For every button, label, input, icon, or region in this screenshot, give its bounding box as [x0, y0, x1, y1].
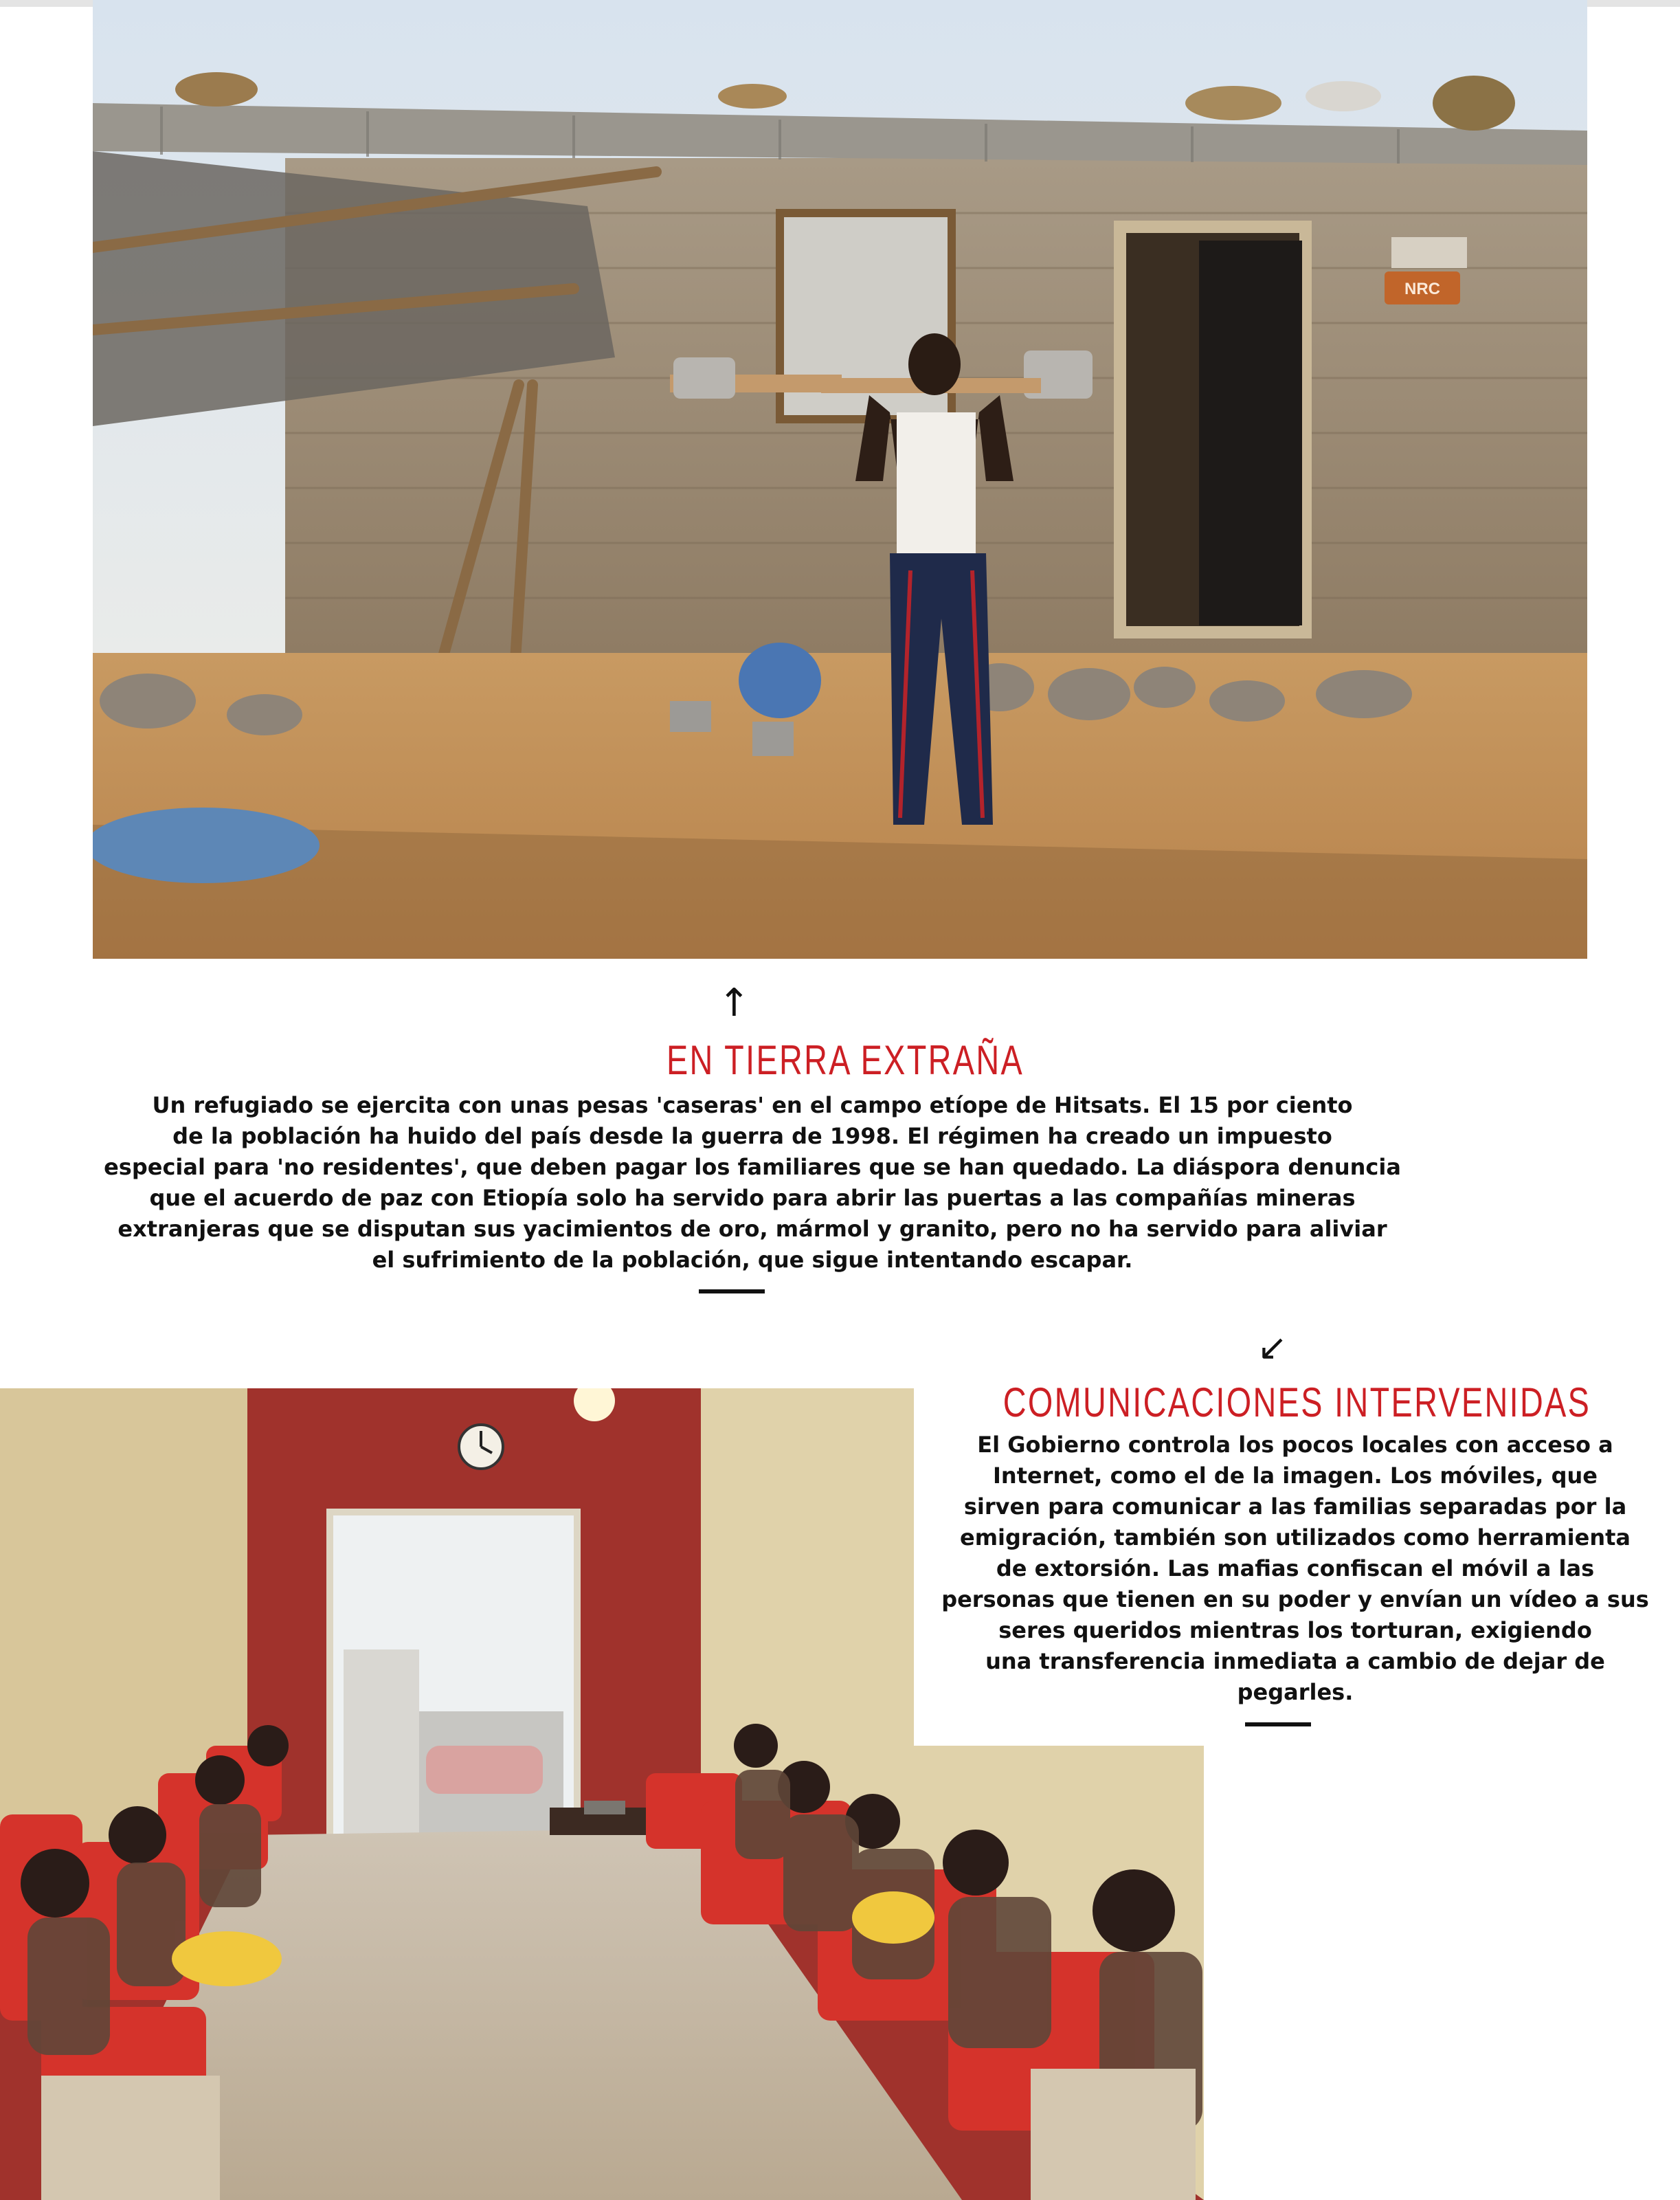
caption-2-line: una transferencia inmediata a cambio de dejar de: [985, 1648, 1605, 1674]
caption-2-line: seres queridos mientras los torturan, exigiendo: [998, 1617, 1592, 1643]
caption-1-rule: [699, 1289, 765, 1293]
caption-2-line: pegarles.: [1237, 1679, 1354, 1705]
caption-1-line: Un refugiado se ejercita con unas pesas 'caseras' en el campo etíope de Hitsats. El 15 por ciento: [152, 1092, 1353, 1118]
caption-1-title: EN TIERRA EXTRAÑA: [666, 1037, 1024, 1083]
caption-1-line: el sufrimiento de la población, que sigue intentando escapar.: [372, 1247, 1133, 1273]
photo-refugee-exercising-drawing: [93, 0, 1587, 959]
caption-1-body: [62, 1090, 1443, 1276]
caption-2-line: personas que tienen en su poder y envían un vídeo a sus: [941, 1586, 1649, 1612]
caption-2-line: Internet, como el de la imagen. Los móviles, que: [993, 1463, 1598, 1489]
caption-2-line: sirven para comunicar a las familias separadas por la: [963, 1493, 1627, 1520]
arrow-down-left-icon: ↙: [1257, 1327, 1288, 1368]
caption-2-line: El Gobierno controla los pocos locales con acceso a: [977, 1432, 1613, 1458]
caption-2-line: de extorsión. Las mafias confiscan el móvil a las: [996, 1555, 1595, 1581]
caption-2-rule: [1245, 1722, 1311, 1726]
caption-1-line: especial para 'no residentes', que deben pagar los familiares que se han quedado. La diáspora denuncia: [104, 1154, 1401, 1180]
arrow-up-icon: ↑: [718, 981, 750, 1025]
caption-2-title: COMUNICACIONES INTERVENIDAS: [1003, 1379, 1591, 1425]
caption-1-line: extranjeras que se disputan sus yacimientos de oro, mármol y granito, pero no ha servido para aliviar: [117, 1216, 1387, 1242]
caption-1-line: de la población ha huido del país desde la guerra de 1998. El régimen ha creado un impuesto: [172, 1123, 1332, 1149]
caption-1-line: que el acuerdo de paz con Etiopía solo ha servido para abrir las puertas a las compañías mineras: [149, 1185, 1356, 1211]
caption-2-body: [917, 1430, 1673, 1708]
nrc-sign-text: NRC: [1404, 280, 1440, 298]
caption-2-line: emigración, también son utilizados como herramienta: [959, 1524, 1631, 1551]
photo-refugee-exercising: [93, 0, 1587, 959]
